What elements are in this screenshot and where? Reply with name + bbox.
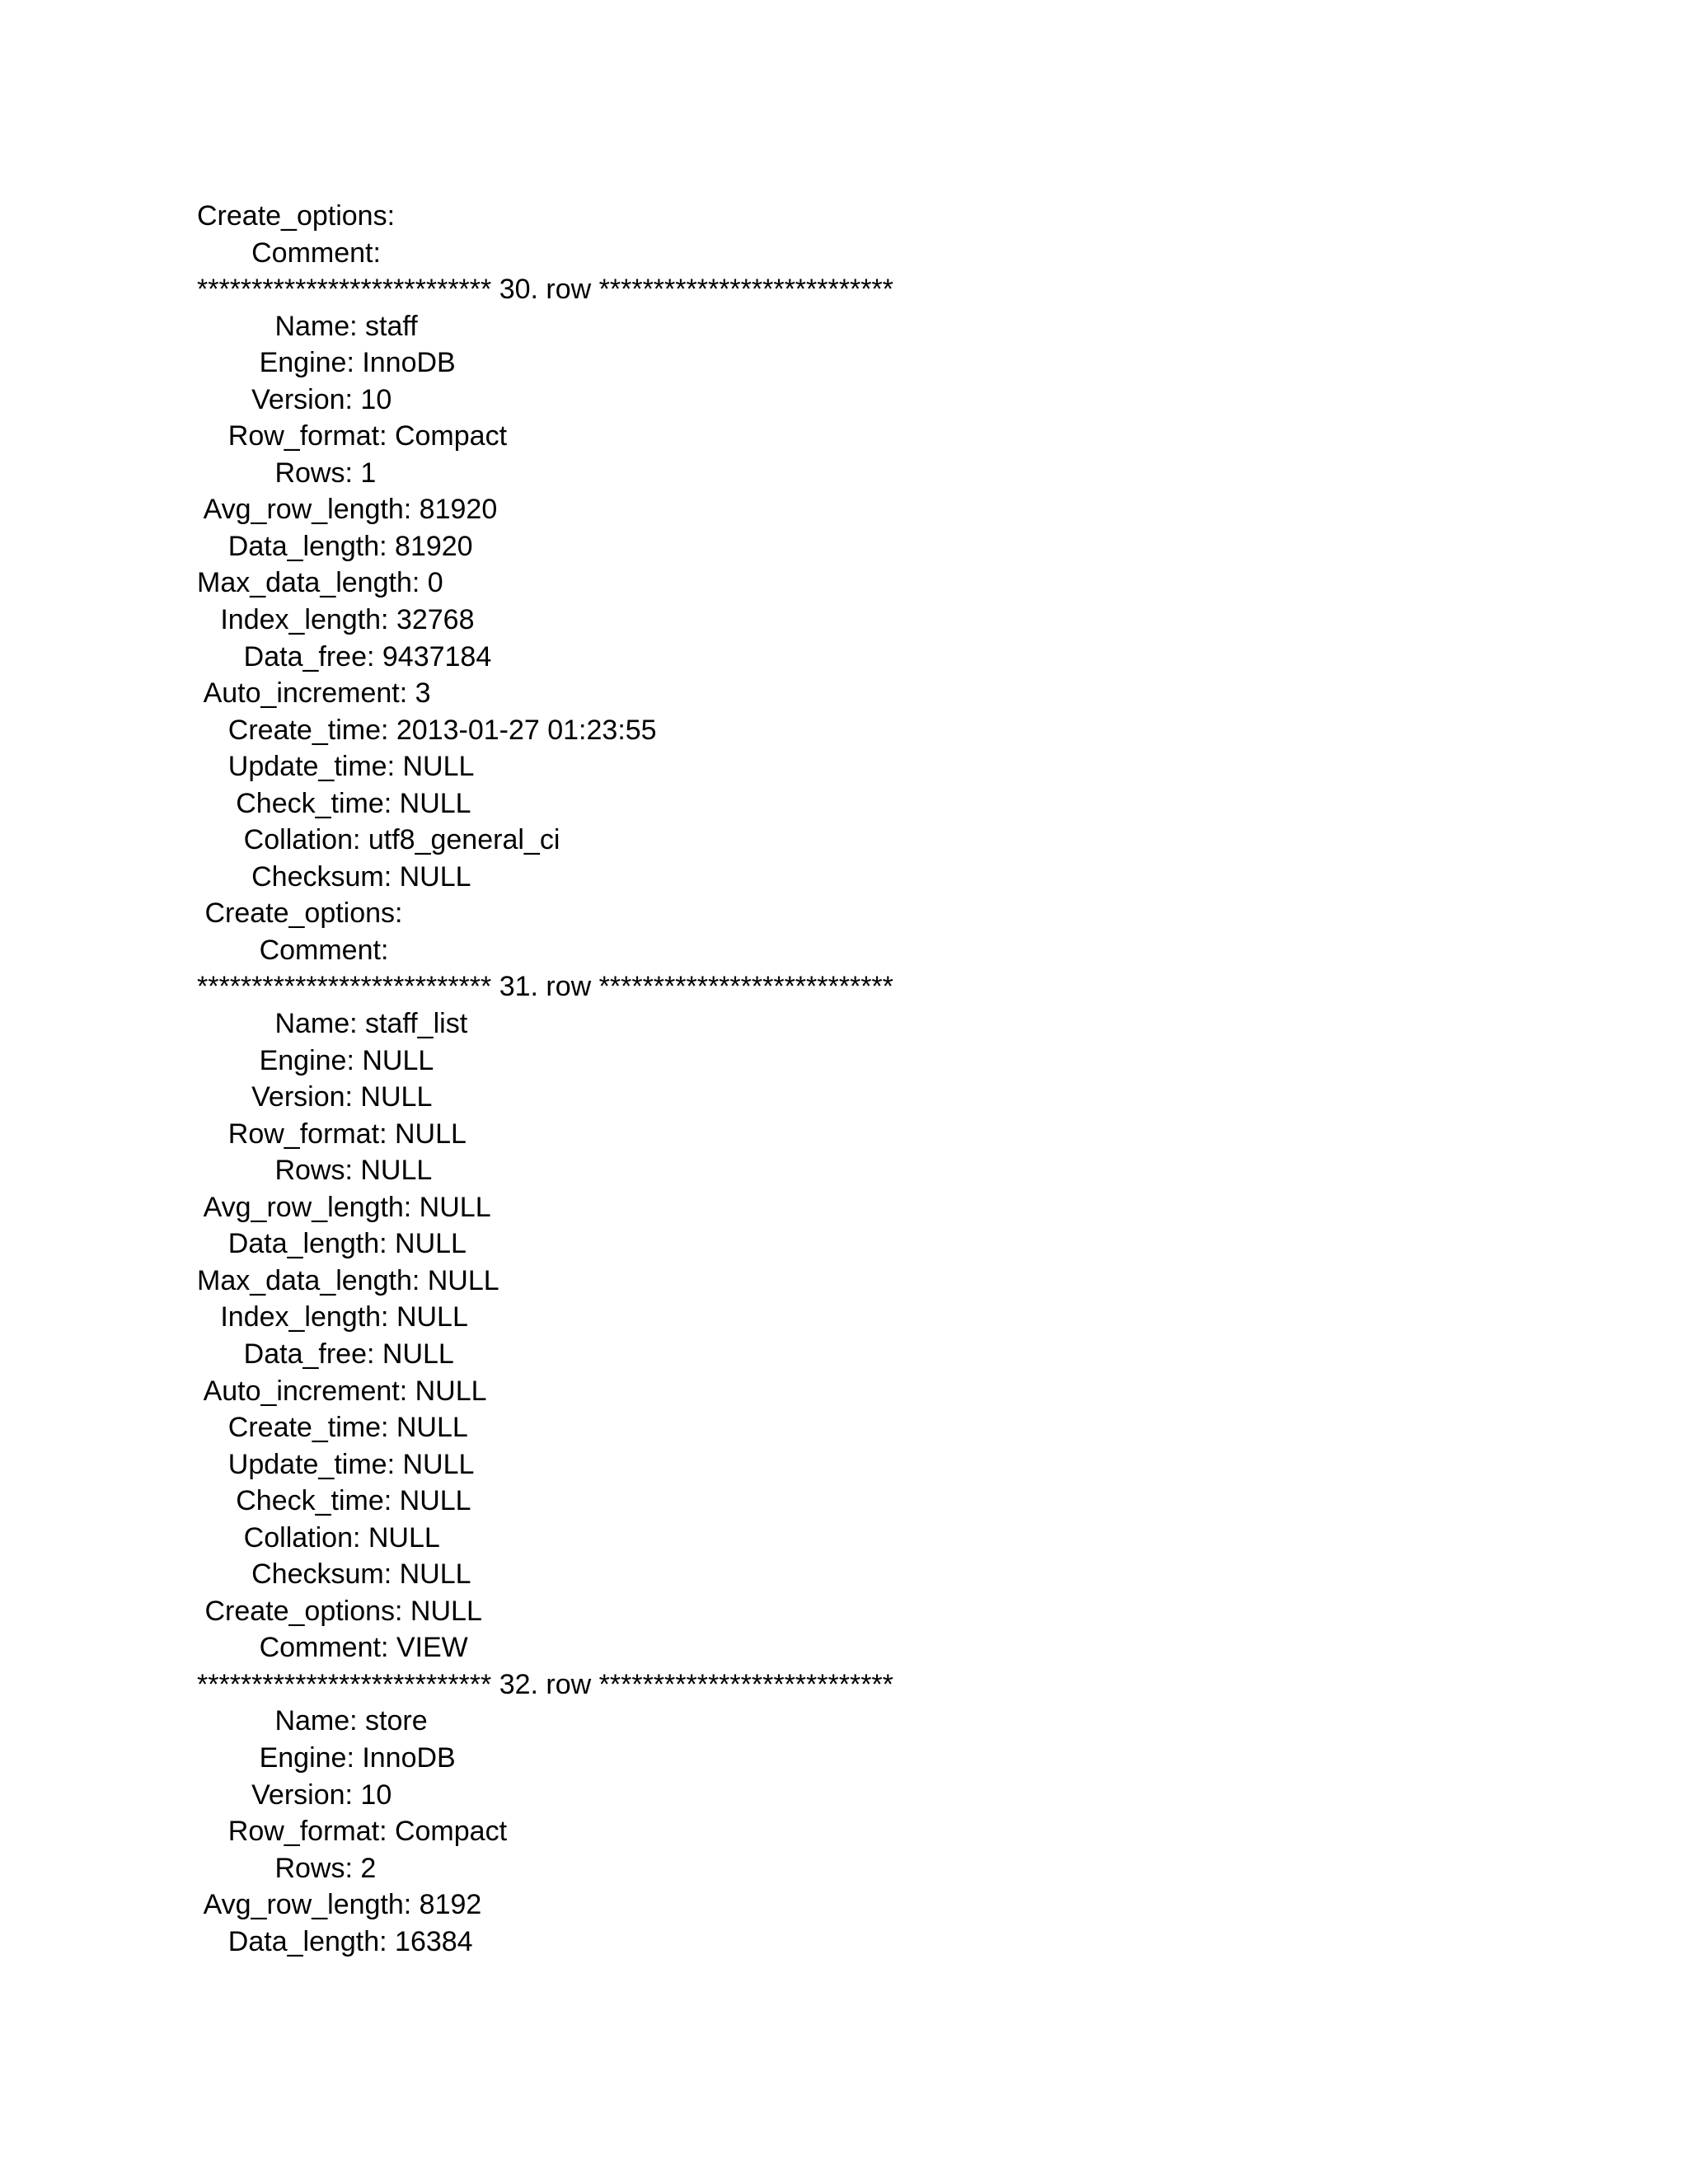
text-line: Rows: 1	[197, 457, 377, 489]
text-line: Checksum: NULL	[197, 860, 471, 893]
text-line: Checksum: NULL	[197, 1558, 471, 1591]
text-line: Max_data_length: 0	[197, 567, 443, 599]
text-line: Auto_increment: NULL	[197, 1375, 487, 1407]
text-line: Version: 10	[197, 383, 392, 415]
text-line: Index_length: 32768	[197, 604, 475, 636]
text-line: Name: staff	[197, 310, 418, 342]
text-line: Version: 10	[197, 1779, 392, 1811]
text-line: Engine: NULL	[197, 1044, 434, 1076]
text-line: Engine: InnoDB	[197, 347, 456, 379]
text-line: Index_length: NULL	[197, 1301, 468, 1333]
text-line: Rows: 2	[197, 1852, 377, 1884]
text-line: Row_format: NULL	[197, 1118, 467, 1150]
text-line: Comment:	[197, 934, 396, 966]
text-line: Data_length: 16384	[197, 1925, 473, 1957]
row-separator: *************************** 30. row ***************************	[197, 274, 893, 306]
text-line: Name: store	[197, 1705, 428, 1737]
text-line: Comment: VIEW	[197, 1632, 468, 1664]
text-line: Row_format: Compact	[197, 420, 508, 452]
text-line: Data_free: 9437184	[197, 640, 492, 673]
text-line: Create_options:	[197, 898, 410, 930]
text-line: Create_options: NULL	[197, 1595, 482, 1627]
text-line: Engine: InnoDB	[197, 1741, 456, 1774]
text-line: Auto_increment: 3	[197, 677, 431, 710]
text-line: Avg_row_length: NULL	[197, 1191, 491, 1223]
text-line: Max_data_length: NULL	[197, 1264, 499, 1296]
row-separator: *************************** 32. row ***************************	[197, 1668, 893, 1700]
text-line: Check_time: NULL	[197, 1485, 471, 1517]
text-line: Collation: NULL	[197, 1521, 440, 1554]
text-line: Collation: utf8_general_ci	[197, 824, 560, 856]
text-line: Data_free: NULL	[197, 1338, 454, 1370]
text-line: Update_time: NULL	[197, 751, 475, 783]
text-line: Update_time: NULL	[197, 1448, 475, 1480]
text-line: Version: NULL	[197, 1081, 433, 1113]
text-line: Name: staff_list	[197, 1008, 468, 1040]
text-line: Row_format: Compact	[197, 1816, 508, 1848]
text-line: Check_time: NULL	[197, 787, 471, 819]
text-line: Rows: NULL	[197, 1155, 433, 1187]
text-line: Data_length: 81920	[197, 530, 473, 562]
text-line: Avg_row_length: 81920	[197, 494, 498, 526]
text-line: Data_length: NULL	[197, 1228, 467, 1260]
row-separator: *************************** 31. row ***************************	[197, 971, 893, 1003]
text-line: Avg_row_length: 8192	[197, 1889, 482, 1921]
sql-output-text	[197, 198, 893, 1960]
text-line: Create_options:	[197, 200, 403, 232]
text-line: Create_time: NULL	[197, 1412, 468, 1444]
text-line: Create_time: 2013-01-27 01:23:55	[197, 714, 657, 746]
text-line: Comment:	[197, 237, 389, 269]
